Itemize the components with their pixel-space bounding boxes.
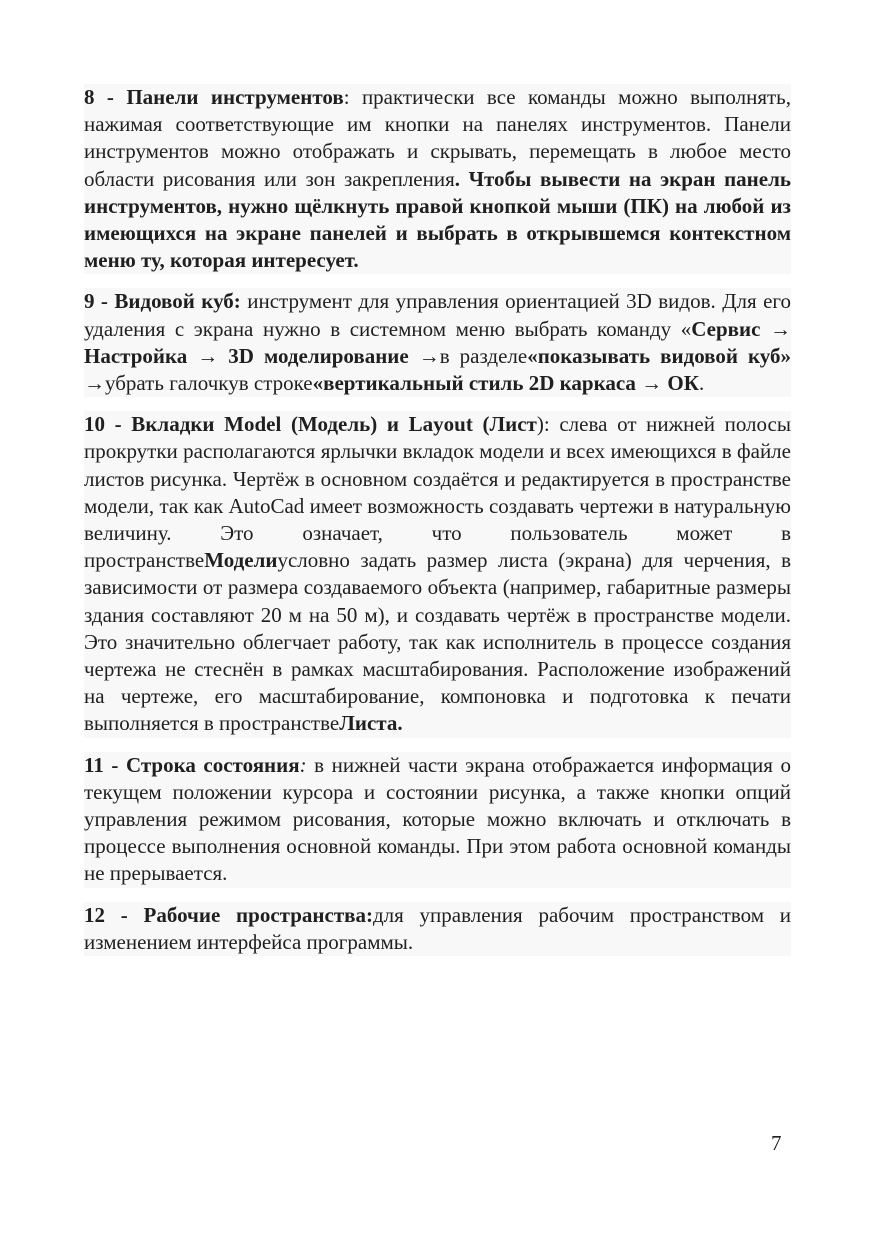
menu-path: Сервис → Настройка → 3D моделирование <box>84 316 791 368</box>
option-line: «вертикальный стиль 2D каркаса → ОК <box>312 371 699 396</box>
section-text: ): слева от нижней полосы прокрутки располагаются ярлычки вкладок модели и всех имеющихся в файле листов рисунка. Чертёж в основном создаётся и редактируется в пространстве модели, так как AutoCad имеет возможность создавать чертежи в натуральную величину. Это означает, что пользователь может в пространстве <box>84 412 791 573</box>
section-title: 11 - Строка состояния <box>84 752 300 777</box>
section-text: →убрать галочкув строке <box>84 371 313 396</box>
section-text: для управления рабочим пространством и изменением интерфейса программы. <box>84 902 791 954</box>
section-status-bar <box>84 752 791 888</box>
option-name: «показывать видовой куб» <box>527 343 792 368</box>
section-title: 12 - Рабочие пространства: <box>84 902 373 927</box>
section-workspaces <box>84 902 791 956</box>
section-toolbars <box>84 84 791 274</box>
section-colon: : <box>299 752 307 777</box>
document-page <box>84 84 791 970</box>
section-text: условно задать размер листа (экрана) для черчения, в зависимости от размера создаваемого объекта (например, габаритные размеры здания составляют 20 м на 50 м), и создавать чертёж в пространстве модели. Это значительно облегчает работу, так как исполнитель в процессе создания чертежа не стеснён в рамках масштабирования. Расположение изображений на чертеже, его масштабирование, компоновка и подготовка к печати выполняется в пространстве <box>84 548 791 736</box>
section-text: в нижней части экрана отображается информация о текущем положении курсора и состоянии рисунка, а также кнопки опций управления режимом рисования, которые можно включать и отключать в процессе выполнения основной команды. При этом работа основной команды не прерывается. <box>84 752 791 886</box>
section-text: инструмент для управления ориентацией 3D видов. Для его удаления с экрана нужно в системном меню выбрать команду « <box>84 289 791 341</box>
emphasis-model: Модели <box>204 548 278 573</box>
section-text: . <box>699 371 705 396</box>
section-text: →в разделе <box>408 343 528 368</box>
section-title: 9 - Видовой куб: <box>84 289 241 314</box>
section-bold-text: . Чтобы вывести на экран панель инструментов, нужно щёлкнуть правой кнопкой мыши (ПК) на любой из имеющихся на экране панелей и выбрать в открывшемся контекстном меню ту, которая интересует. <box>84 166 791 273</box>
section-title: 10 - Вкладки Model (Модель) и Layout (Лист <box>84 412 537 437</box>
section-text: : практически все команды можно выполнять, нажимая соответствующие им кнопки на панелях инструментов. Панели инструментов можно отображать и скрывать, перемещать в любое место области рисования или зон закрепления <box>84 85 791 191</box>
section-title: 8 - Панели инструментов <box>84 85 344 109</box>
section-model-layout-tabs <box>84 411 791 737</box>
emphasis-layout: Листа. <box>339 711 403 736</box>
page-number: 7 <box>771 1131 782 1155</box>
section-viewcube <box>84 288 791 397</box>
